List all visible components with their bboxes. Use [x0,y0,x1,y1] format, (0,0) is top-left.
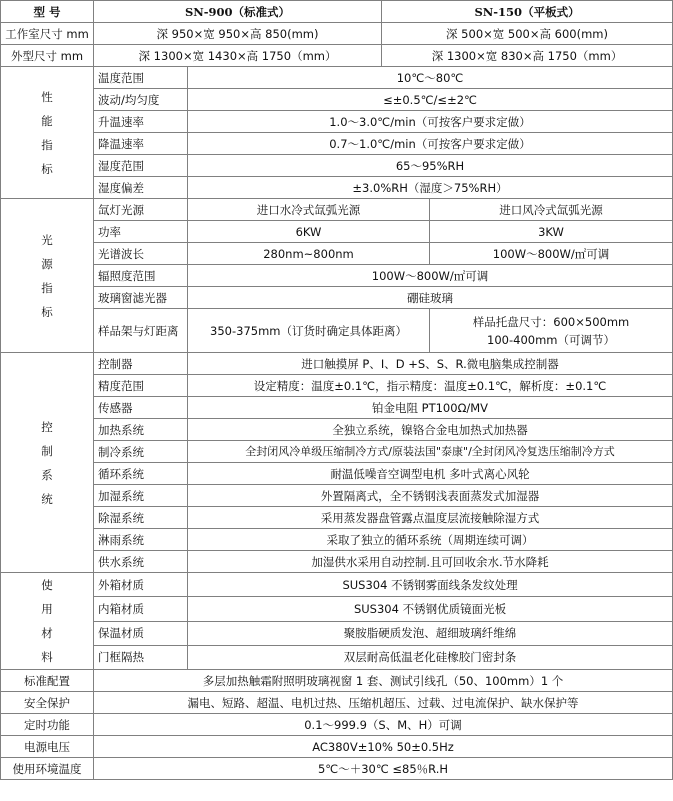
row-label: 降温速率 [94,133,188,155]
row-label: 制冷系统 [94,441,188,463]
value-cell: 100W～800W/㎡可调 [430,243,673,265]
row-label: 门框隔热 [94,645,188,669]
value-cell: 设定精度：温度±0.1℃，指示精度：温度±0.1℃，解析度：±0.1℃ [188,375,673,397]
category-materials: 使用材料 [1,573,94,670]
value-cell: 加湿供水采用自动控制.且可回收余水.节水降耗 [188,551,673,573]
value-cell: 铂金电阻 PT100Ω/MV [188,397,673,419]
table-row [1,177,673,199]
distance-range-text: 100-400mm（可调节） [487,332,615,347]
value-cell: SUS304 不锈钢雾面线条发纹处理 [188,573,673,597]
row-label: 玻璃窗滤光器 [94,287,188,309]
table-row [1,221,673,243]
value-cell: ≤±0.5℃/≤±2℃ [188,89,673,111]
table-row [1,692,673,714]
table-row [1,199,673,221]
value-cell: 进口水冷式氙弧光源 [188,199,430,221]
row-label: 定时功能 [1,714,94,736]
table-row [1,243,673,265]
row-label: 波动/均匀度 [94,89,188,111]
table-row [1,287,673,309]
value-cell: 350-375mm（订货时确定具体距离） [188,309,430,353]
value-cell: 采用蒸发器盘管露点温度层流接触除湿方式 [188,507,673,529]
row-label: 除湿系统 [94,507,188,529]
row-label: 样品架与灯距离 [94,309,188,353]
table-row [1,670,673,692]
value-cell: 10℃～80℃ [188,67,673,89]
value-cell: 双层耐高低温老化硅橡胶门密封条 [188,645,673,669]
table-row [1,397,673,419]
table-row [1,463,673,485]
row-label: 辐照度范围 [94,265,188,287]
row-label: 淋雨系统 [94,529,188,551]
row-label: 湿度偏差 [94,177,188,199]
value-cell: 采取了独立的循环系统（周期连续可调） [188,529,673,551]
value-cell: 65～95%RH [188,155,673,177]
value-cell: AC380V±10% 50±0.5Hz [94,736,673,758]
value-cell: 深 1300×宽 1430×高 1750（mm） [94,45,382,67]
value-cell: 0.1～999.9（S、M、H）可调 [94,714,673,736]
value-cell: 深 950×宽 950×高 850(mm) [94,23,382,45]
table-row [1,265,673,287]
row-label: 工作室尺寸 mm [1,23,94,45]
tray-size-text: 样品托盘尺寸：600×500mm [472,314,630,329]
row-label: 控制器 [94,353,188,375]
model-b-header: SN-150（平板式） [382,1,673,23]
value-cell: 进口触摸屏 P、I、D +S、S、R.微电脑集成控制器 [188,353,673,375]
row-label: 升温速率 [94,111,188,133]
table-row [1,736,673,758]
table-row [1,111,673,133]
table-row [1,45,673,67]
row-label: 氙灯光源 [94,199,188,221]
value-cell: 1.0～3.0℃/min（可按客户要求定做） [188,111,673,133]
row-label: 标准配置 [1,670,94,692]
value-cell: 6KW [188,221,430,243]
row-label: 保温材质 [94,621,188,645]
table-row [1,67,673,89]
row-label: 电源电压 [1,736,94,758]
table-row [1,419,673,441]
row-label: 精度范围 [94,375,188,397]
value-cell: 全封闭风冷单级压缩制冷方式/原装法国"泰康"/全封闭风冷复迭压缩制冷方式 [188,441,673,463]
table-row [1,507,673,529]
value-cell: 100W～800W/㎡可调 [188,265,673,287]
row-label: 光谱波长 [94,243,188,265]
table-row [1,441,673,463]
row-label: 加热系统 [94,419,188,441]
value-cell: 280nm~800nm [188,243,430,265]
row-label: 外型尺寸 mm [1,45,94,67]
row-label: 温度范围 [94,67,188,89]
row-label: 加湿系统 [94,485,188,507]
row-label: 循环系统 [94,463,188,485]
value-cell: 耐温低噪音空调型电机 多叶式离心风轮 [188,463,673,485]
category-performance: 性能指标 [1,67,94,199]
table-row [1,353,673,375]
table-row [1,89,673,111]
table-row [1,133,673,155]
table-row [1,621,673,645]
value-cell: 硼硅玻璃 [188,287,673,309]
table-row [1,309,673,353]
value-cell: 漏电、短路、超温、电机过热、压缩机超压、过载、过电流保护、缺水保护等 [94,692,673,714]
value-cell: SUS304 不锈钢优质镜面光板 [188,597,673,621]
value-cell: 5℃～＋30℃ ≤85％R.H [94,758,673,780]
header-row [1,1,673,23]
category-control: 控制系统 [1,353,94,573]
row-label: 供水系统 [94,551,188,573]
table-row [1,529,673,551]
table-row [1,155,673,177]
table-row [1,714,673,736]
row-label: 内箱材质 [94,597,188,621]
row-label: 传感器 [94,397,188,419]
value-cell: 深 500×宽 500×高 600(mm) [382,23,673,45]
value-cell: 聚胺脂硬质发泡、超细玻璃纤维绵 [188,621,673,645]
value-cell: 外置隔离式，全不锈钢浅表面蒸发式加湿器 [188,485,673,507]
table-row [1,597,673,621]
value-cell: 深 1300×宽 830×高 1750（mm） [382,45,673,67]
table-row [1,573,673,597]
row-label: 安全保护 [1,692,94,714]
row-label: 湿度范围 [94,155,188,177]
table-row [1,375,673,397]
row-label: 功率 [94,221,188,243]
value-cell: 多层加热触霜附照明玻璃视窗 1 套、测试引线孔（50、100mm）1 个 [94,670,673,692]
table-row [1,23,673,45]
table-row [1,758,673,780]
value-cell: 全独立系统，镍铬合金电加热式加热器 [188,419,673,441]
model-a-header: SN-900（标准式） [94,1,382,23]
tray-size-cell [430,309,673,353]
value-cell: 3KW [430,221,673,243]
value-cell: 0.7～1.0℃/min（可按客户要求定做） [188,133,673,155]
value-cell: 进口风冷式氙弧光源 [430,199,673,221]
table-row [1,645,673,669]
value-cell: ±3.0%RH（湿度＞75%RH） [188,177,673,199]
table-row [1,485,673,507]
category-light: 光源指标 [1,199,94,353]
row-label: 外箱材质 [94,573,188,597]
table-row [1,551,673,573]
header-label: 型 号 [1,1,94,23]
row-label: 使用环境温度 [1,758,94,780]
